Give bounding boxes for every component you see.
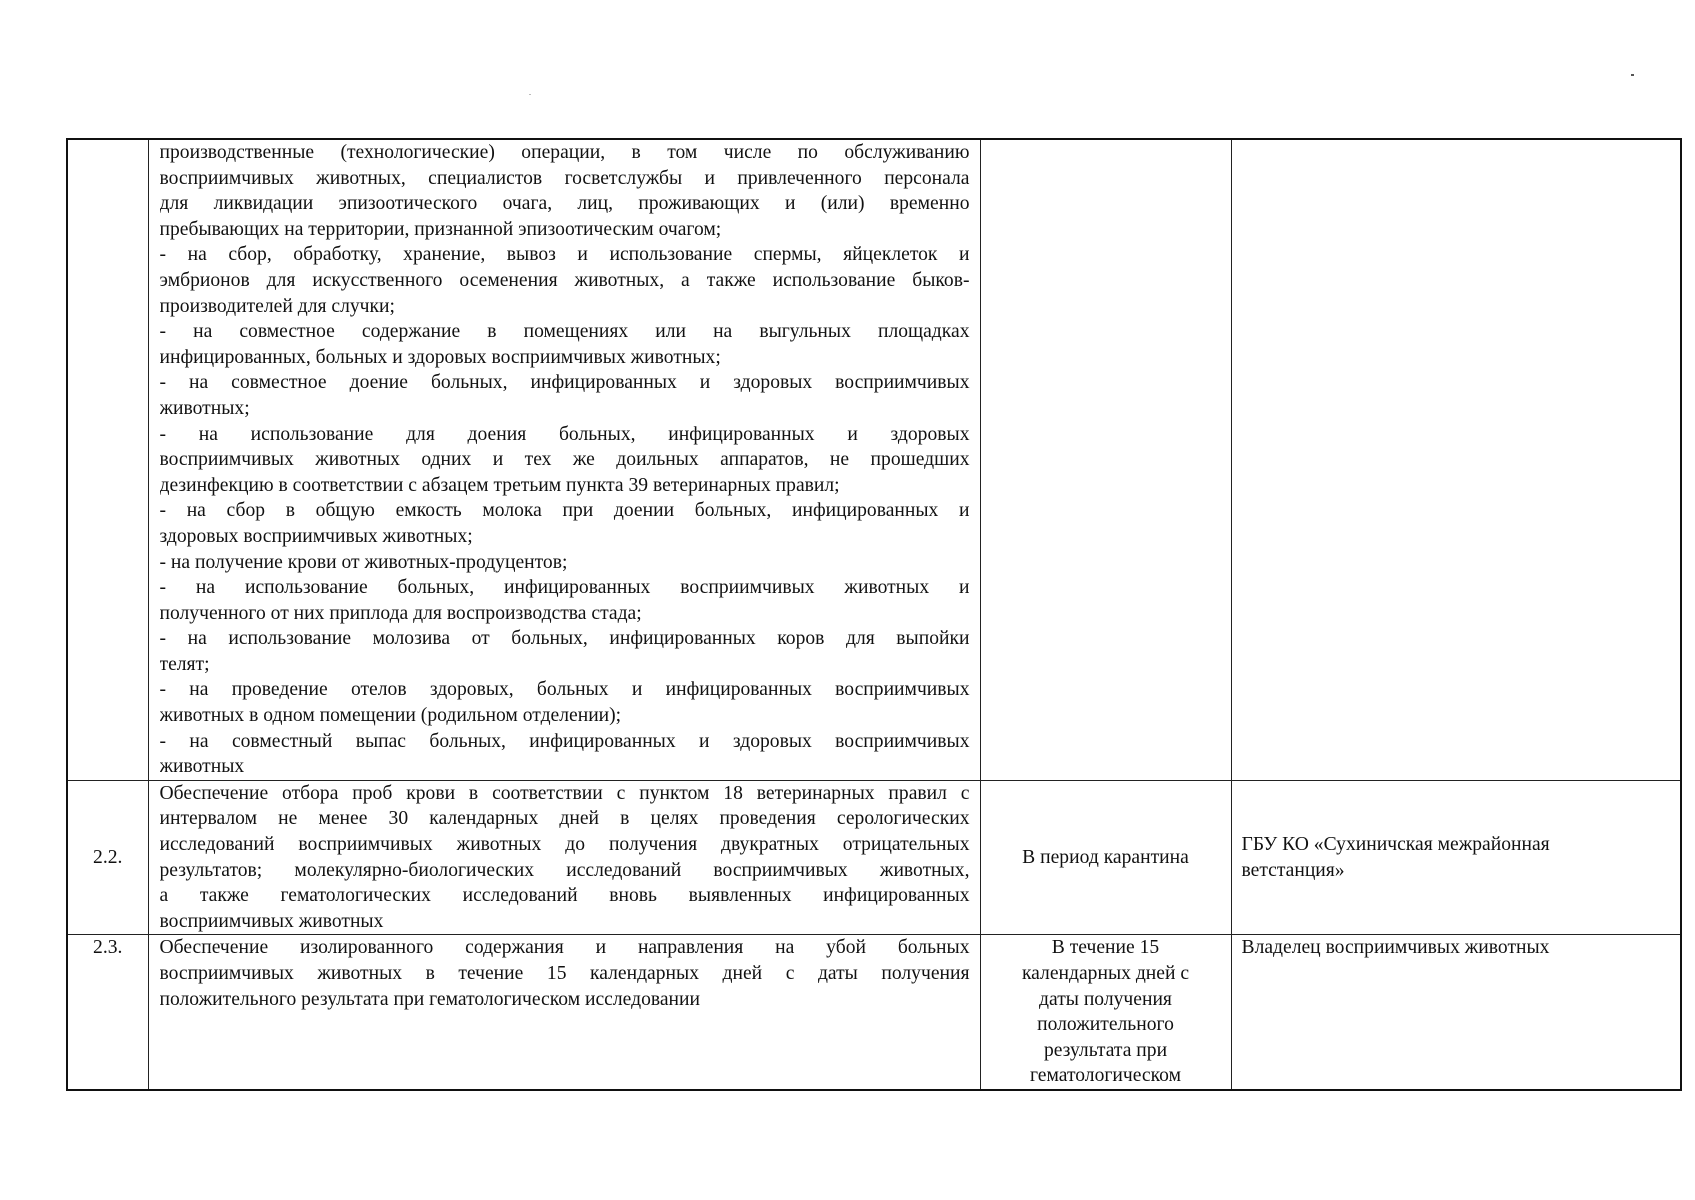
measure-text bbox=[148, 780, 980, 935]
text-line: - на совместное содержание в помещениях или на выгульных площадках bbox=[159, 321, 970, 343]
term-line: положительного bbox=[1037, 1014, 1174, 1036]
text-line: - на совместное доение больных, инфицированных и здоровых восприимчивых bbox=[159, 372, 970, 394]
text-line: интервалом не менее 30 календарных дней в целях проведения серологических bbox=[159, 808, 970, 830]
term-cell bbox=[980, 139, 1231, 780]
text-line: производственные (технологические) операции, в том числе по обслуживанию bbox=[159, 142, 970, 163]
text-line: а также гематологических исследований вновь выявленных инфицированных bbox=[159, 885, 970, 907]
text-line: телят; bbox=[159, 653, 210, 675]
term-cell: В период карантина bbox=[980, 780, 1231, 935]
text-line: для ликвидации эпизоотического очага, лиц, проживающих и (или) временно bbox=[159, 193, 970, 215]
scan-artifact bbox=[529, 94, 531, 95]
table-row bbox=[67, 780, 1681, 935]
text-line: животных bbox=[159, 756, 245, 778]
row-number: 2.3. bbox=[67, 935, 148, 1091]
responsible-cell: Владелец восприимчивых животных bbox=[1231, 935, 1681, 1091]
text-line: - на использование для доения больных, инфицированных и здоровых bbox=[159, 423, 970, 445]
term-line: даты получения bbox=[1039, 988, 1172, 1010]
text-line: Обеспечение изолированного содержания и направления на убой больных bbox=[159, 937, 970, 959]
term-line: гематологическом bbox=[1030, 1065, 1181, 1087]
text-line: восприимчивых животных одних и тех же доильных аппаратов, не прошедших bbox=[159, 449, 970, 471]
text-line: - на получение крови от животных-продуцентов; bbox=[159, 551, 568, 573]
text-line: производителей для случки; bbox=[159, 295, 395, 317]
responsible-cell bbox=[1231, 139, 1681, 780]
text-line: пребывающих на территории, признанной эпизоотическим очагом; bbox=[159, 218, 722, 240]
text-line: восприимчивых животных bbox=[159, 910, 384, 932]
row-number: 2.2. bbox=[67, 780, 148, 935]
text-line: инфицированных, больных и здоровых восприимчивых животных; bbox=[159, 346, 721, 368]
text-line: животных; bbox=[159, 397, 250, 419]
text-line: - на проведение отелов здоровых, больных и инфицированных восприимчивых bbox=[159, 679, 970, 701]
text-line: животных в одном помещении (родильном отделении); bbox=[159, 705, 622, 727]
text-line: исследований восприимчивых животных до получения двукратных отрицательных bbox=[159, 834, 970, 856]
term-line: результата при bbox=[1043, 1039, 1168, 1061]
measures-table bbox=[66, 138, 1682, 1091]
text-line: - на сбор, обработку, хранение, вывоз и использование спермы, яйцеклеток и bbox=[159, 244, 970, 266]
responsible-cell bbox=[1231, 780, 1681, 935]
responsible-line: ГБУ КО «Сухиничская межрайонная bbox=[1241, 834, 1550, 856]
measure-text bbox=[148, 139, 980, 780]
text-line: здоровых восприимчивых животных; bbox=[159, 525, 473, 547]
row-number bbox=[67, 139, 148, 780]
text-line: полученного от них приплода для воспроизводства стада; bbox=[159, 602, 642, 624]
scan-artifact bbox=[1631, 74, 1634, 76]
text-line: восприимчивых животных, специалистов госветслужбы и привлеченного персонала bbox=[159, 167, 970, 189]
term-line: календарных дней с bbox=[1021, 963, 1190, 984]
table-row bbox=[67, 139, 1681, 780]
term-line: В течение 15 bbox=[1051, 937, 1160, 959]
text-line: результатов; молекулярно-биологических исследований восприимчивых животных, bbox=[159, 859, 970, 881]
text-line: Обеспечение отбора проб крови в соответствии с пунктом 18 ветеринарных правил с bbox=[159, 782, 970, 804]
term-cell bbox=[980, 935, 1231, 1091]
text-line: положительного результата при гематологическом исследовании bbox=[159, 988, 701, 1010]
text-line: эмбрионов для искусственного осеменения животных, а также использование быков- bbox=[159, 269, 970, 291]
text-line: дезинфекцию в соответствии с абзацем третьим пункта 39 ветеринарных правил; bbox=[159, 474, 840, 496]
responsible-line: ветстанция» bbox=[1241, 859, 1345, 881]
text-line: - на использование молозива от больных, инфицированных коров для выпойки bbox=[159, 628, 970, 650]
text-line: - на сбор в общую емкость молока при доении больных, инфицированных и bbox=[159, 500, 970, 522]
text-line: - на совместный выпас больных, инфицированных и здоровых восприимчивых bbox=[159, 730, 970, 752]
text-line: восприимчивых животных в течение 15 календарных дней с даты получения bbox=[159, 963, 970, 984]
measure-text bbox=[148, 935, 980, 1091]
table-row bbox=[67, 935, 1681, 1091]
text-line: - на использование больных, инфицированных восприимчивых животных и bbox=[159, 577, 970, 599]
